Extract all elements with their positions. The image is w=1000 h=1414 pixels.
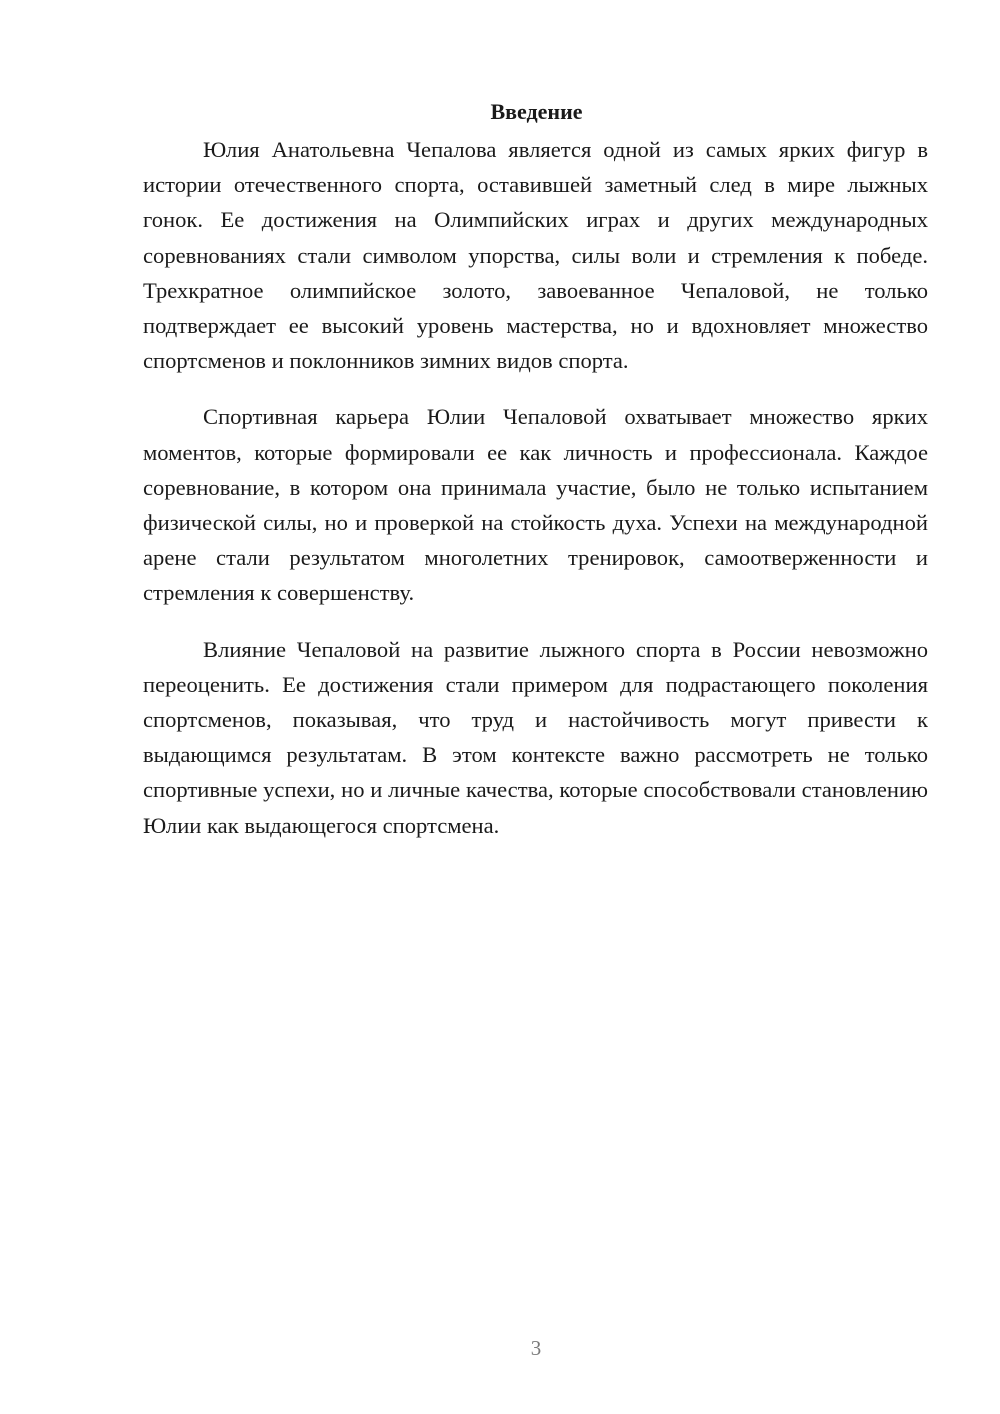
paragraph-2: Спортивная карьера Юлии Чепаловой охватывает множество ярких моментов, которые формировали ее как личность и профессионала. Каждое соревнование, в котором она принимала участие, было не только испытанием физической силы, но и проверкой на стойкость духа. Успехи на международной арене стали результатом многолетних тренировок, самоотверженности и стремления к совершенству. [143, 404, 928, 606]
paragraph-1: Юлия Анатольевна Чепалова является одной из самых ярких фигур в истории отечественного спорта, оставившей заметный след в мире лыжных гонок. Ее достижения на Олимпийских играх и других международных соревнованиях стали символом упорства, силы воли и стремления к победе. Трехкратное олимпийское золото, завоеванное Чепаловой, не только подтверждает ее высокий уровень мастерства, но и вдохновляет множество спортсменов и поклонников зимних видов спорта. [143, 137, 928, 374]
page-content [143, 94, 928, 864]
paragraph-3: Влияние Чепаловой на развитие лыжного спорта в России невозможно переоценить. Ее достижения стали примером для подрастающего поколения спортсменов, показывая, что труд и настойчивость могут привести к выдающимся результатам. В этом контексте важно рассмотреть не только спортивные успехи, но и личные качества, которые способствовали становлению Юлии как выдающегося спортсмена. [143, 636, 928, 838]
page-number: 3 [530, 1336, 542, 1360]
section-heading: Введение [490, 99, 583, 124]
